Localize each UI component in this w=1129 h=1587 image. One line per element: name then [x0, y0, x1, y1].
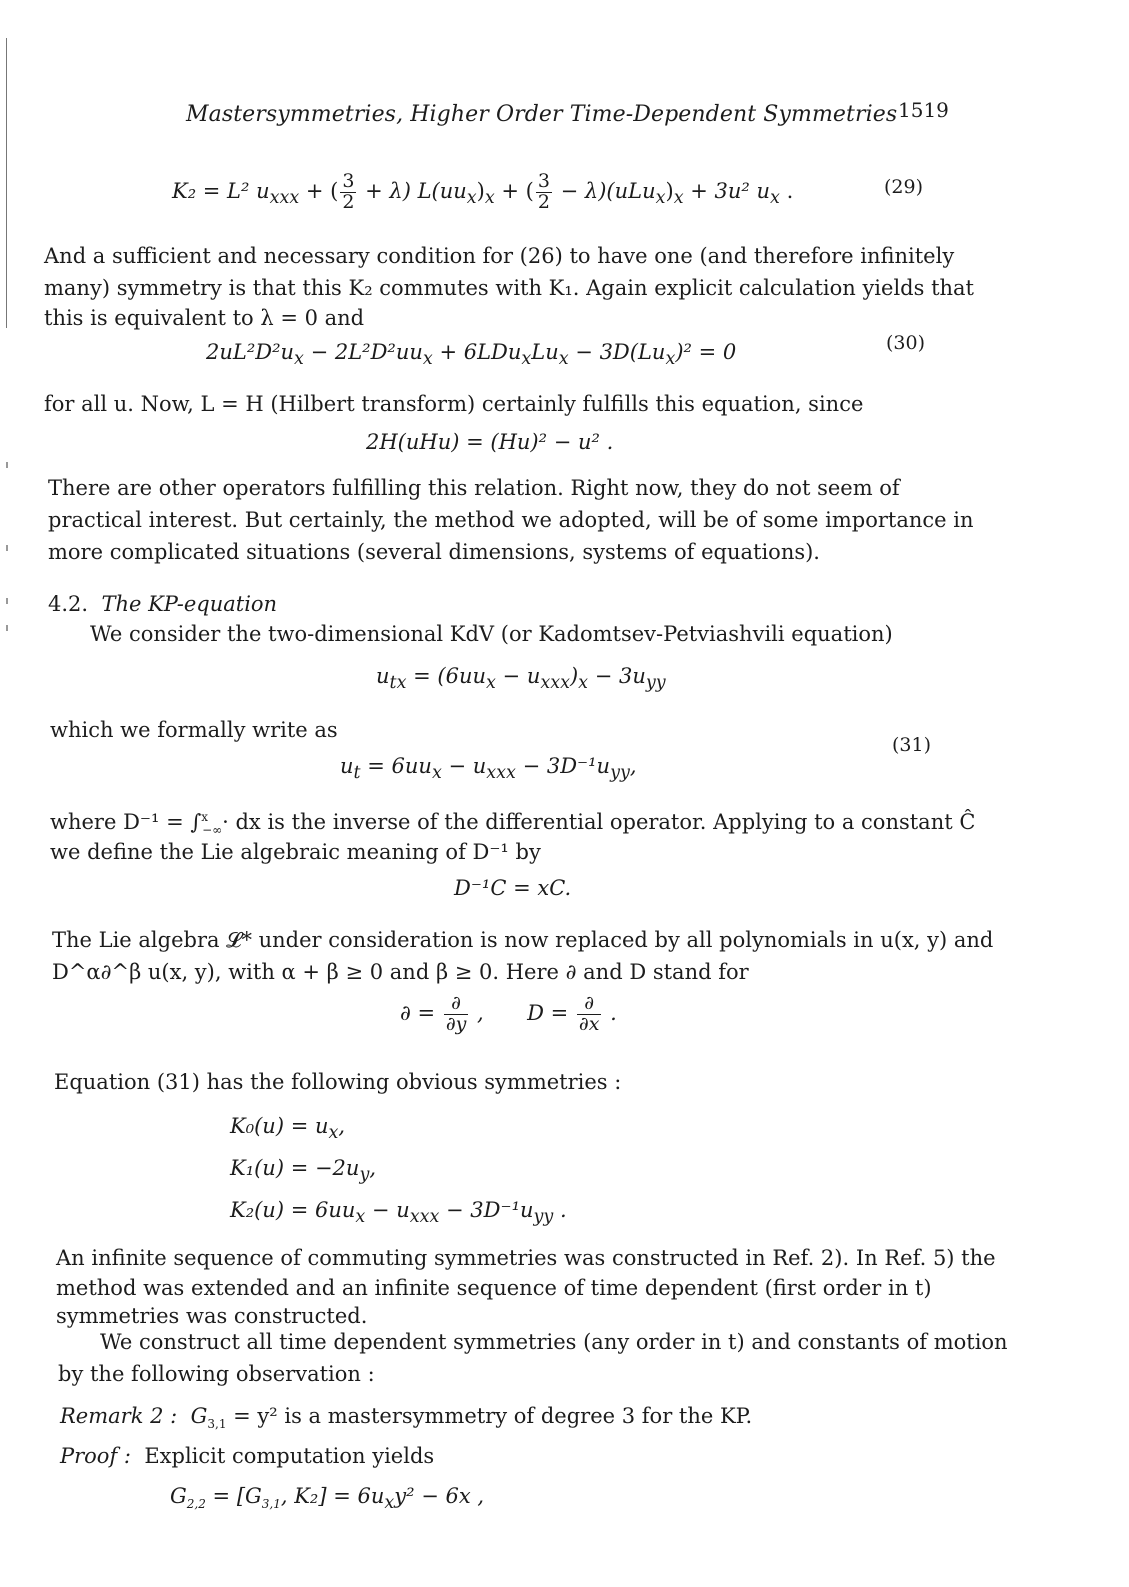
paragraph-9-line-4: We construct all time dependent symmetries (any order in t) and constants of motion	[100, 1330, 1008, 1354]
kp-equation: $u_{tx} = (6uu_x - u_{xxx})_x - 3u_{yy}$	[376, 664, 666, 694]
equation-number-30: (30)	[886, 332, 926, 354]
paragraph-8-line-1: Equation (31) has the following obvious symmetries :	[54, 1070, 622, 1094]
partial-operators: ∂ = $\frac{\partial}{\partial y}$ , D = $\frac{\partial}{\partial x}$ .	[400, 992, 617, 1035]
proof-label: Proof :	[60, 1444, 131, 1468]
symmetry-k0: $K_0(u) = u_x$,	[230, 1114, 346, 1144]
equation-number-29: (29)	[884, 176, 924, 198]
paragraph-6-line-1: where D⁻¹ = ∫$^x_{-\infty}$· dx is the inverse of the differential operator. Applying to a constant Ĉ	[50, 810, 976, 838]
equation-29: K₂ = L² $u_{xxx}$ + ( $\frac{3}{2}$ + λ) $L(uu_x)_x$ + ( $\frac{3}{2}$ − $\lambda)(uLu_x)_x + 3u^2$ $u_x$ .	[172, 170, 794, 213]
paragraph-9-line-5: by the following observation :	[58, 1362, 375, 1386]
equation-31: $u_t = 6uu_x - u_{xxx} - 3D^{-1}u_{yy}$,	[340, 754, 637, 784]
paragraph-3-line-3: more complicated situations (several dimensions, systems of equations).	[48, 540, 820, 564]
paragraph-1-line-2: many) symmetry is that this K₂ commutes with K₁. Again explicit calculation yields that	[44, 276, 974, 300]
paragraph-2-line-1: for all u. Now, L = H (Hilbert transform) certainly fulfills this equation, since	[44, 392, 864, 416]
paragraph-9-line-2: method was extended and an infinite sequence of time dependent (first order in t)	[56, 1276, 932, 1300]
equation-number-31: (31)	[892, 734, 932, 756]
paragraph-5-line-1: which we formally write as	[50, 718, 338, 742]
paragraph-3-line-2: practical interest. But certainly, the method we adopted, will be of some importance in	[48, 508, 974, 532]
running-head: Mastersymmetries, Higher Order Time-Dependent Symmetries	[186, 102, 898, 127]
scan-margin-mark	[6, 598, 8, 604]
symmetry-k2: $K_2(u) = 6uu_x - u_{xxx} - 3D^{-1}u_{yy}$ .	[230, 1198, 567, 1228]
remark-label: Remark 2 :	[60, 1404, 178, 1428]
section-number: 4.2.	[48, 592, 89, 616]
paragraph-7-line-2: D^α∂^β u(x, y), with α + β ≥ 0 and β ≥ 0. Here ∂ and D stand for	[52, 960, 749, 984]
paragraph-1-line-1: And a sufficient and necessary condition for (26) to have one (and therefore infinitely	[44, 244, 955, 268]
scan-margin-mark	[6, 625, 8, 631]
symmetry-k1: $K_1(u) = -2u_y$,	[230, 1156, 377, 1186]
section-title: The KP-equation	[101, 592, 278, 616]
paragraph-7-line-1: The Lie algebra 𝓛* under consideration is now replaced by all polynomials in u(x, y) and	[52, 928, 994, 952]
commutator-equation: $G_{2,2} = [G_{3,1}$, $K_2] = 6u_xy^2 - 6x$ ,	[170, 1484, 485, 1514]
paragraph-4-line-1: We consider the two-dimensional KdV (or Kadomtsev-Petviashvili equation)	[90, 622, 893, 646]
paragraph-1-line-3: this is equivalent to λ = 0 and	[44, 306, 365, 330]
paragraph-9-line-3: symmetries was constructed.	[56, 1304, 368, 1328]
hilbert-identity: 2H(uHu) = (Hu)² − u² .	[366, 430, 614, 454]
section-heading	[48, 592, 277, 616]
paragraph-6-line-2: we define the Lie algebraic meaning of D⁻¹ by	[50, 840, 541, 864]
equation-30: $2uL^2D^2u_x - 2L^2D^2uu_x + 6LDu_xLu_x - 3D(Lu_x)^2 = 0$	[206, 340, 737, 370]
paragraph-3-line-1: There are other operators fulfilling this relation. Right now, they do not seem of	[48, 476, 900, 500]
proof: Proof : Explicit computation yields	[60, 1444, 435, 1468]
paragraph-9-line-1: An infinite sequence of commuting symmetries was constructed in Ref. 2). In Ref. 5) the	[56, 1246, 996, 1270]
scan-margin-line	[6, 38, 7, 328]
scan-margin-mark	[6, 545, 8, 551]
scan-margin-mark	[6, 462, 8, 468]
remark-2: Remark 2 : $G_{3,1} = y^2$ is a mastersymmetry of degree 3 for the KP.	[60, 1404, 753, 1432]
inverse-operator-definition: D⁻¹C = xC.	[454, 876, 572, 900]
page-number: 1519	[898, 98, 949, 122]
